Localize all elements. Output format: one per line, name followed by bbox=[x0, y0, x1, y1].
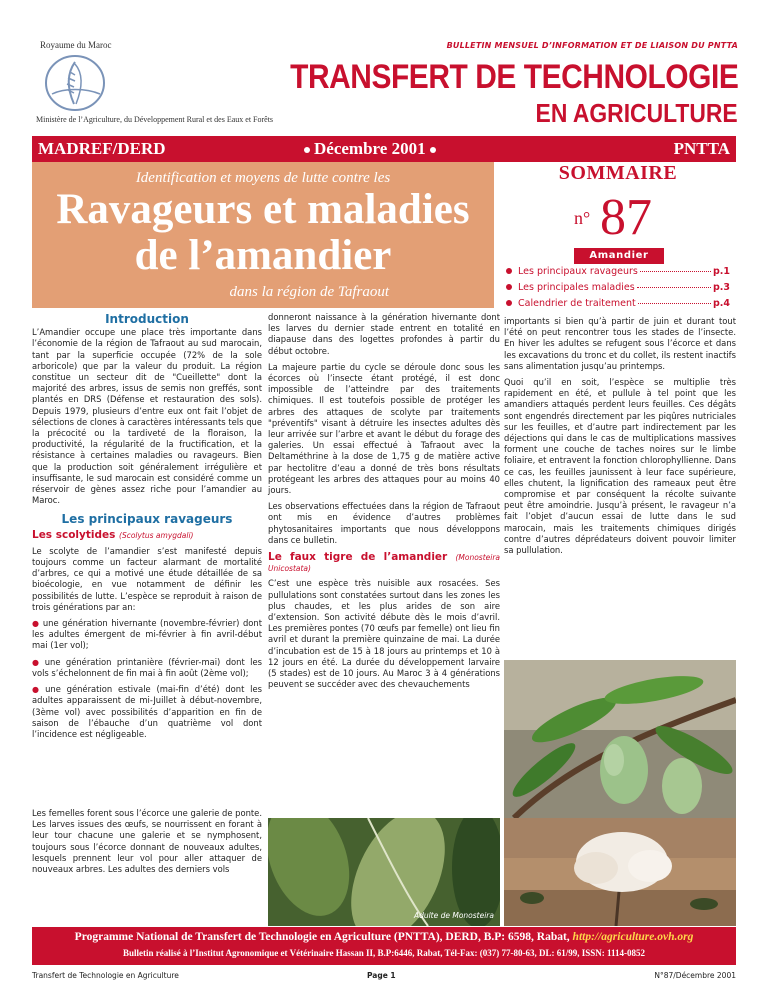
toc-item-page: p.3 bbox=[712, 282, 730, 293]
page-footer-right: N°87/Décembre 2001 bbox=[654, 971, 736, 980]
toc-item-label: Calendrier de traitement bbox=[518, 298, 636, 309]
page-number: Page 1 bbox=[367, 971, 396, 980]
bullet-dot-icon bbox=[430, 147, 436, 153]
intro-paragraph: L’Amandier occupe une place très importante dans l’économie de la région de Tafraout au sud marocain, tant par la superficie occupée (72% de la sole arboricole) que par la valeur du produit. La région constitue un secteur dit de "Cueillette" dont la majorité des arbres, issus de semis non greffés, sont plantés en DRS (Défense et restauration des sols). Depuis 1979, plusieurs d’entre eux ont fait l’objet de sélections de clones à caractères intéressants tels que la précocité ou la tardiveté de la floraison, la productivité, la régularité de la fructification, et la résistance à certaines maladies ou ravageurs. Bien que la production soit généralement irrégulière et insuffisante, le sud marocain est considéré comme un réservoir de gènes assez riche pour l’amandier au Maroc. bbox=[32, 327, 262, 506]
page-footer-left: Transfert de Technologie en Agriculture bbox=[32, 971, 179, 980]
bullet-dot-icon bbox=[304, 147, 310, 153]
bullet-dot-icon bbox=[506, 284, 512, 290]
toc-leader bbox=[638, 303, 711, 304]
issue-banner bbox=[32, 136, 736, 162]
bulletin-label: BULLETIN MENSUEL D’INFORMATION ET DE LIAISON DU PNTTA bbox=[446, 41, 738, 50]
issue-topic-tag: Amandier bbox=[574, 248, 664, 264]
col3-paragraph-2: Quoi qu’il en soit, l’espèce se multiplie très rapidement en été, et pullule à tel point que les amandiers attaqués perdent leurs feuilles. Ces dégâts sont engendrés directement par les piqûres nutriciales sur les feuilles, et d’autre part indirectement par les déjections qui dans le cas de multiplications massives forment une couche de taches noires sur le limbe foliaire, et entravent la fonction chlorophyllienne. Dans ce cas, les feuilles jaunissent à leur face supérieure, elles chutent, la lignification des rameaux peut être compromise et par conséquent la récolte suivante peut être amoindrie. Jusqu’à présent, le ravageur n’a fait l’objet d’aucun essai de lutte dans le sud marocain, mais les traitements chimiques dirigés contre d’autres déprédateurs doivent pouvoir limiter sa pullulation. bbox=[504, 377, 736, 556]
banner-left-label: MADREF/DERD bbox=[38, 139, 166, 158]
column-1 bbox=[32, 314, 262, 745]
almond-fruit-image bbox=[504, 660, 736, 818]
col2-paragraph-2: La majeure partie du cycle se déroule donc sous les écorces où l’insecte étant protégé, il est donc impossible de l’atteindre par des traitements chimiques. Il est toutefois possible de protéger les arbres des attaques de scolyte par traitements "préventifs" visant à détruire les insectes adultes dès leur arrivée sur l’arbre et avant le début du forage des galeries. Un essai effectué à Tafraout avec la Deltaméthrine à la dose de 1,75 g de matière active par hectolitre d’eau a donné de très bons résultats protégeant les arbres des attaques pour au moins 40 jours. bbox=[268, 361, 500, 496]
scolytides-heading bbox=[32, 530, 262, 541]
leaf-photo bbox=[268, 818, 500, 926]
bullet-dot-icon bbox=[506, 300, 512, 306]
column-2 bbox=[268, 312, 500, 696]
intro-heading: Introduction bbox=[105, 312, 189, 326]
footer-line2: Bulletin réalisé à l’Institut Agronomique et Vétérinaire Hassan II, B.P:6446, Rabat, Tél-Fax: (037) 77-80-63, DL: 61/99, ISSN: 1114-0852 bbox=[122, 948, 646, 958]
col2-paragraph-3: Les observations effectuées dans la région de Tafraout ont mis en évidence d’autres problèmes phytosanitaires importants que nous développons dans ce bulletin. bbox=[268, 501, 500, 545]
femelles-paragraph: Les femelles forent sous l’écorce une galerie de ponte. Les larves issues des œufs, se nourrissent en forant à leur tour chacune une galerie et se nymphosent, toujours sous l’écorce donnant de nouveaux adultes, lesquels prennent leur vol pour aller attaquer de nouveaux arbres. Les adultes des derniers vols bbox=[32, 808, 262, 875]
scolytides-heading-text: Les scolytides bbox=[32, 528, 116, 541]
article-title-line1: Ravageurs et maladies bbox=[56, 186, 470, 233]
article-subtitle: Identification et moyens de lutte contre les bbox=[135, 170, 391, 186]
publication-title-line2: EN AGRICULTURE bbox=[535, 98, 738, 128]
scolyte-paragraph: Le scolyte de l’amandier s’est manifesté depuis toujours comme un facteur alarmant de mortalité d’arbres, ce qui a motivé une étude détaillée de sa bioécologie, en vue notamment de définir les possibilités de lutte. L’espèce se reproduit à raison de trois générations par an: bbox=[32, 545, 262, 612]
column-3 bbox=[504, 316, 736, 561]
footer-line1-text: Programme National de Transfert de Technologie en Agriculture (PNTTA), DERD, B.P: 6598, Rabat, bbox=[74, 931, 570, 943]
faux-tigre-heading-text: Le faux tigre de l’amandier bbox=[268, 551, 448, 564]
femelles-paragraph-box bbox=[32, 808, 262, 880]
faux-tigre-latin: (Monosteira Unicostata) bbox=[268, 553, 501, 574]
kingdom-label: Royaume du Maroc bbox=[40, 40, 112, 50]
publication-title-line1: TRANSFERT DE TECHNOLOGIE bbox=[289, 58, 738, 96]
toc-leader bbox=[640, 271, 711, 272]
scolytides-latin: (Scolytus amygdali) bbox=[119, 530, 194, 540]
toc-title: SOMMAIRE bbox=[558, 162, 678, 184]
flowering-tree-image bbox=[504, 818, 736, 926]
almond-fruit-photo bbox=[504, 660, 736, 818]
generation-2-item: ● une génération printanière (février-mai) dont les vols s’échelonnent de fin mai à fin août (2ème vol); bbox=[32, 657, 262, 679]
footer-line1 bbox=[32, 931, 736, 943]
toc-item-label: Les principales maladies bbox=[518, 282, 635, 293]
col2-paragraph-1: donneront naissance à la génération hivernante dont les larves du dernier stade entrent en totalité en diapause dans des logettes profondes à partir du début octobre. bbox=[268, 312, 500, 356]
flowering-tree-photo bbox=[504, 818, 736, 926]
ravageurs-heading: Les principaux ravageurs bbox=[61, 512, 233, 527]
toc-item[interactable] bbox=[506, 282, 730, 293]
faux-tigre-heading bbox=[268, 552, 500, 574]
faux-tigre-paragraph: C’est une espèce très nuisible aux rosacées. Ses pullulations sont constatées surtout dans les zones les plus chaudes, et les plus arides de son aire d’extension. Son activité débute dès le mois d’avril. Les premières pontes (70 œufs par femelle) ont lieu fin avril et durant la première quinzaine de mai. La durée d’incubation est de 15 à 18 jours au printemps et 10 à 12 jours en été. La durée du développement larvaire (5 stades) est de 10 jours. Au Maroc 3 à 4 générations peuvent se succéder avec des chevauchements bbox=[268, 578, 500, 690]
ministry-label: Ministère de l’Agriculture, du Développement Rural et des Eaux et Forêts bbox=[36, 115, 274, 124]
toc-item[interactable] bbox=[506, 298, 730, 309]
toc-item[interactable] bbox=[506, 266, 730, 277]
toc-leader bbox=[637, 287, 711, 288]
issue-number: 87 bbox=[600, 189, 652, 246]
footer-banner bbox=[32, 927, 736, 965]
issue-number-prefix: n° bbox=[574, 208, 591, 228]
banner-date bbox=[300, 139, 440, 159]
toc-item-page: p.1 bbox=[712, 266, 730, 277]
article-title-box bbox=[32, 162, 494, 308]
article-region: dans la région de Tafraout bbox=[229, 284, 389, 300]
leaf-image bbox=[268, 818, 500, 926]
toc-item-label: Les principaux ravageurs bbox=[518, 266, 638, 277]
banner-date-text: Décembre 2001 bbox=[314, 139, 426, 158]
footer-url-link[interactable]: http://agriculture.ovh.org bbox=[572, 931, 694, 943]
leaf-photo-caption: Adulte de Monosteira bbox=[413, 911, 494, 920]
col3-paragraph-1: importants si bien qu’à partir de juin et durant tout l’été on peut rencontrer tous les stades de l’insecte. En hiver les adultes se refugent sous l’écorce et dans les excavations du tronc et du collet, ils restent inactifs sans alimentation jusqu’au printemps. bbox=[504, 316, 736, 371]
banner-right-label: PNTTA bbox=[673, 139, 730, 158]
toc-item-page: p.4 bbox=[712, 298, 730, 309]
generation-3-item: ● une génération estivale (mai-fin d’été) dont les adultes apparaissent de mi-Juillet à début-novembre, (3ème vol) avec possibilités d’apparition en fin de saison de l’ébauche d’un quatrième vol dont l’incidence est négligeable. bbox=[32, 684, 262, 740]
generation-1-item: ● une génération hivernante (novembre-février) dont les adultes émergent de mi-février à fin avril-début mai (1er vol); bbox=[32, 618, 262, 652]
bullet-dot-icon bbox=[506, 268, 512, 274]
article-title-line2: de l’amandier bbox=[134, 232, 392, 279]
ministry-logo bbox=[44, 54, 106, 112]
